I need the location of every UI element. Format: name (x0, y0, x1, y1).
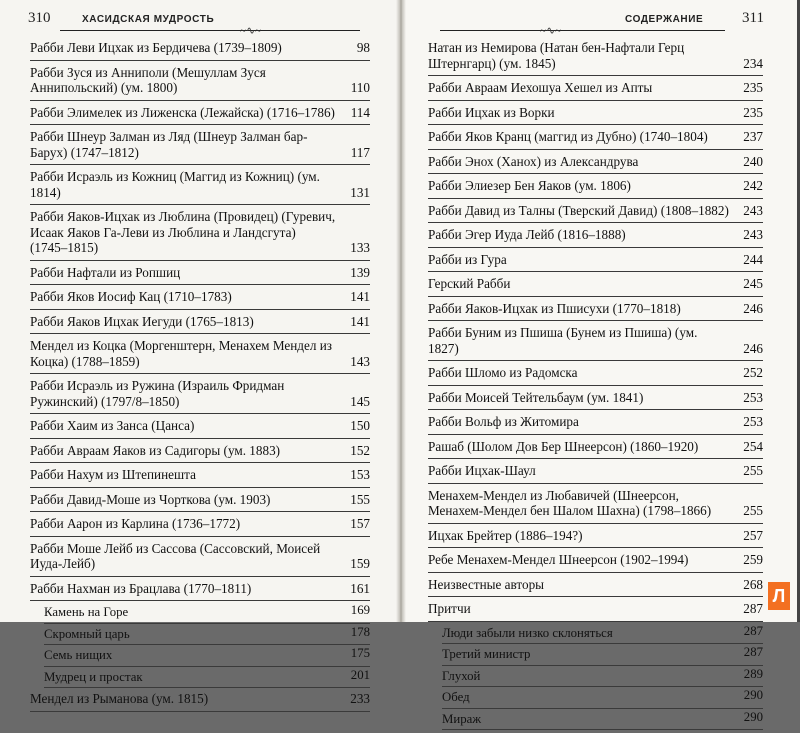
toc-entry-page: 290 (743, 688, 763, 702)
toc-entry (428, 276, 763, 297)
toc-entry-page: 131 (350, 184, 370, 200)
toc-entry-title: Рабби Моисей Тейтельбаум (ум. 1841) (428, 389, 644, 405)
toc-entry-title: Рабби Буним из Пшиша (Бунем из Пшиша) (ум. 1827) (428, 325, 698, 356)
toc-entry-title: Натан из Немирова (Натан бен-Нафтали Герц Штернгарц) (ум. 1845) (428, 40, 685, 71)
toc-entry-title: Камень на Горе (44, 605, 129, 619)
toc-entry-page: 253 (743, 389, 763, 405)
toc-entry-title: Мудрец и простак (44, 669, 143, 684)
toc-entry (30, 289, 370, 310)
toc-entry (428, 390, 763, 411)
toc-entry (30, 105, 370, 126)
running-head: ХАСИДСКАЯ МУДРОСТЬ (82, 14, 215, 25)
toc-list-left (30, 40, 370, 716)
toc-entry-title: Рабби Авраам Яаков из Садигоры (ум. 1883) (30, 442, 281, 458)
toc-entry-title: Рабби Зуся из Анниполи (Мешуллам Зуся Аннипольский) (ум. 1800) (30, 64, 266, 95)
toc-entry-page: 161 (350, 580, 370, 596)
toc-entry-page: 243 (743, 227, 763, 242)
toc-entry-page: 139 (350, 264, 370, 280)
toc-entry (428, 365, 763, 386)
toc-entry-page: 254 (743, 438, 763, 454)
toc-entry-title: Рабби Яков Иосиф Кац (1710–1783) (30, 289, 232, 304)
toc-entry-title: Рабби Яков Кранц (маггид из Дубно) (1740–1804) (428, 129, 708, 144)
toc-entry-page: 178 (350, 624, 370, 639)
toc-entry-page: 287 (743, 601, 763, 616)
toc-entry-title: Ребе Менахем-Мендел Шнеерсон (1902–1994) (428, 552, 689, 567)
toc-entry-page: 157 (350, 516, 370, 531)
toc-entry (428, 552, 763, 573)
right-page (400, 0, 800, 726)
toc-entry-page: 240 (743, 153, 763, 169)
toc-entry-title: Рабби Эгер Иуда Лейб (1816–1888) (428, 227, 626, 242)
toc-entry-page: 237 (743, 129, 763, 144)
toc-entry-title: Рабби Давид-Моше из Чорткова (ум. 1903) (30, 491, 271, 507)
toc-entry-page: 141 (350, 313, 370, 329)
toc-entry-title: Рабби Леви Ицхак из Бердичева (1739–1809) (30, 40, 282, 55)
toc-entry-title: Рабби Яаков-Ицхак из Пшисухи (1770–1818) (428, 300, 681, 316)
toc-entry-page: 255 (743, 503, 763, 518)
toc-entry (442, 647, 763, 666)
toc-entry-title: Скромный царь (44, 626, 130, 641)
toc-entry-page: 175 (350, 646, 370, 660)
toc-entry (428, 252, 763, 273)
toc-entry-title: Рашаб (Шолом Дов Бер Шнеерсон) (1860–1920) (428, 438, 699, 454)
toc-entry-title: Рабби Хаим из Занса (Цанса) (30, 418, 195, 433)
toc-entry (30, 443, 370, 464)
toc-entry-title: Ицхак Брейтер (1886–194?) (428, 527, 583, 543)
toc-entry (428, 488, 763, 524)
toc-entry-title: Рабби Аарон из Карлина (1736–1772) (30, 516, 241, 531)
toc-entry-title: Неизвестные авторы (428, 576, 545, 592)
toc-entry-page: 243 (743, 202, 763, 218)
toc-entry-page: 235 (743, 104, 763, 120)
left-header (0, 8, 400, 37)
toc-entry (30, 314, 370, 335)
toc-entry-title: Рабби Исраэль из Ружина (Израиль Фридман Ружинский) (1797/8–1850) (30, 378, 285, 409)
toc-entry-page: 268 (743, 576, 763, 592)
page-number: 310 (28, 10, 51, 26)
toc-entry (428, 178, 763, 199)
toc-entry (30, 378, 370, 414)
toc-entry (30, 40, 370, 61)
toc-entry-page: 252 (743, 365, 763, 380)
toc-entry-page: 159 (350, 556, 370, 571)
toc-entry-page: 287 (743, 623, 763, 638)
toc-entry-title: Мираж (442, 711, 482, 726)
toc-entry-page: 155 (350, 491, 370, 507)
toc-entry-page: 150 (350, 418, 370, 433)
toc-entry-title: Мендел из Рыманова (ум. 1815) (30, 691, 209, 706)
toc-entry-title: Рабби Исраэль из Кожниц (Маггид из Кожниц) (ум. 1814) (30, 169, 320, 200)
toc-entry-page: 246 (743, 300, 763, 316)
toc-entry-title: Рабби Вольф из Житомира (428, 414, 579, 429)
toc-entry-title: Рабби из Гура (428, 251, 507, 267)
toc-entry-page: 234 (743, 55, 763, 71)
toc-entry (30, 418, 370, 439)
toc-entry-title: Рабби Ицхак из Ворки (428, 104, 555, 120)
toc-entry-title: Рабби Нахум из Штепинешта (30, 467, 196, 482)
toc-entry (428, 301, 763, 322)
toc-entry-page: 133 (350, 240, 370, 255)
toc-entry-title: Рабби Яаков Ицхак Иегуди (1765–1813) (30, 313, 254, 329)
toc-entry (428, 129, 763, 150)
book-gutter (396, 0, 406, 622)
toc-entry-page: 235 (743, 80, 763, 95)
toc-entry-title: Менахем-Мендел из Любавичей (Шнеерсон, Менахем-Мендел бен Шалом Шахна) (1798–1866) (428, 487, 712, 518)
toc-entry-title: Глухой (442, 668, 481, 683)
toc-entry (44, 648, 370, 667)
toc-entry (30, 691, 370, 712)
toc-entry-page: 287 (743, 645, 763, 659)
toc-entry-page: 117 (350, 144, 370, 160)
toc-entry-title: Притчи (428, 601, 471, 616)
toc-entry (30, 169, 370, 205)
toc-entry-page: 255 (743, 463, 763, 478)
toc-entry-title: Рабби Давид из Талны (Тверский Давид) (1808–1882) (428, 202, 729, 218)
toc-entry (428, 80, 763, 101)
toc-entry (30, 65, 370, 101)
toc-entry (428, 463, 763, 484)
toc-entry-page: 242 (743, 178, 763, 193)
toc-list-right (428, 40, 763, 733)
toc-entry (30, 467, 370, 488)
toc-entry-page: 257 (743, 527, 763, 543)
toc-entry (428, 577, 763, 598)
toc-entry-page: 152 (350, 442, 370, 458)
right-header (400, 8, 800, 37)
left-page (0, 0, 400, 706)
toc-entry-page: 201 (350, 667, 370, 682)
toc-entry-page: 290 (743, 709, 763, 724)
page-number: 311 (742, 10, 764, 26)
toc-entry (442, 623, 763, 645)
toc-entry (44, 667, 370, 689)
toc-entry-page: 245 (743, 276, 763, 291)
toc-entry-page: 110 (350, 80, 370, 95)
publisher-logo: Л (768, 582, 790, 610)
toc-entry (428, 439, 763, 460)
toc-entry (428, 154, 763, 175)
toc-entry-title: Обед (442, 690, 470, 704)
toc-entry-page: 169 (350, 603, 370, 617)
toc-entry-page: 244 (743, 251, 763, 267)
toc-entry (428, 325, 763, 361)
toc-entry-title: Рабби Элиезер Бен Яаков (ум. 1806) (428, 178, 631, 193)
toc-entry-title: Рабби Яаков-Ицхак из Люблина (Провидец) (Гуревич, Исаак Яаков Га-Леви из Люблина и Ландсгута) (1745–1815) (30, 209, 336, 255)
toc-entry (428, 528, 763, 549)
toc-entry-page: 143 (350, 353, 370, 369)
toc-entry (428, 414, 763, 435)
toc-entry-title: Рабби Моше Лейб из Сассова (Сассовский, Моисей Иуда-Лейб) (30, 540, 321, 571)
toc-entry-title: Рабби Нафтали из Ропшиц (30, 264, 181, 280)
toc-entry-title: Рабби Шломо из Радомска (428, 365, 578, 380)
toc-entry (30, 492, 370, 513)
toc-entry-page: 153 (350, 467, 370, 482)
toc-entry-page: 233 (350, 691, 370, 706)
toc-entry-title: Люди забыли низко склоняться (442, 625, 613, 640)
toc-entry (44, 624, 370, 646)
toc-entry-title: Рабби Авраам Иехошуа Хешел из Апты (428, 80, 653, 95)
toc-entry-title: Герский Рабби (428, 276, 511, 291)
toc-entry (442, 666, 763, 688)
toc-entry-page: 141 (350, 289, 370, 304)
toc-entry-page: 253 (743, 414, 763, 429)
header-rule (60, 30, 360, 31)
toc-entry-title: Рабби Элимелек из Лиженска (Лежайска) (1716–1786) (30, 104, 335, 120)
toc-entry (442, 690, 763, 709)
toc-entry-page: 259 (743, 552, 763, 567)
toc-entry-title: Рабби Энох (Ханох) из Александрува (428, 153, 639, 169)
toc-entry-title: Рабби Шнеур Залман из Ляд (Шнеур Залман бар-Барух) (1747–1812) (30, 129, 308, 160)
toc-entry (428, 105, 763, 126)
header-rule (440, 30, 725, 31)
toc-entry-page: 98 (356, 40, 370, 55)
toc-entry (30, 265, 370, 286)
toc-entry-page: 145 (350, 393, 370, 409)
toc-entry-title: Третий министр (442, 647, 531, 661)
toc-entry-title: Рабби Ицхак-Шаул (428, 463, 536, 478)
toc-entry (428, 203, 763, 224)
toc-entry-page: 289 (743, 666, 763, 681)
flourish-ornament-icon: ~∿~ (540, 25, 562, 37)
toc-entry (30, 516, 370, 537)
toc-entry (442, 709, 763, 731)
toc-entry (30, 338, 370, 374)
toc-entry-title: Мендел из Коцка (Моргенштерн, Менахем Мендел из Коцка) (1788–1859) (30, 338, 332, 369)
flourish-ornament-icon: ~∿~ (240, 25, 262, 37)
toc-entry (428, 40, 763, 76)
running-head: СОДЕРЖАНИЕ (625, 14, 704, 25)
toc-entry-page: 246 (743, 340, 763, 356)
toc-entry-page: 114 (350, 104, 370, 120)
toc-entry (30, 209, 370, 261)
toc-entry (428, 227, 763, 248)
toc-entry (30, 129, 370, 165)
toc-entry (428, 601, 763, 622)
toc-entry (30, 541, 370, 577)
toc-entry-title: Рабби Нахман из Брацлава (1770–1811) (30, 580, 252, 596)
toc-entry-title: Семь нищих (44, 648, 113, 662)
toc-entry (30, 581, 370, 602)
toc-entry (44, 605, 370, 624)
